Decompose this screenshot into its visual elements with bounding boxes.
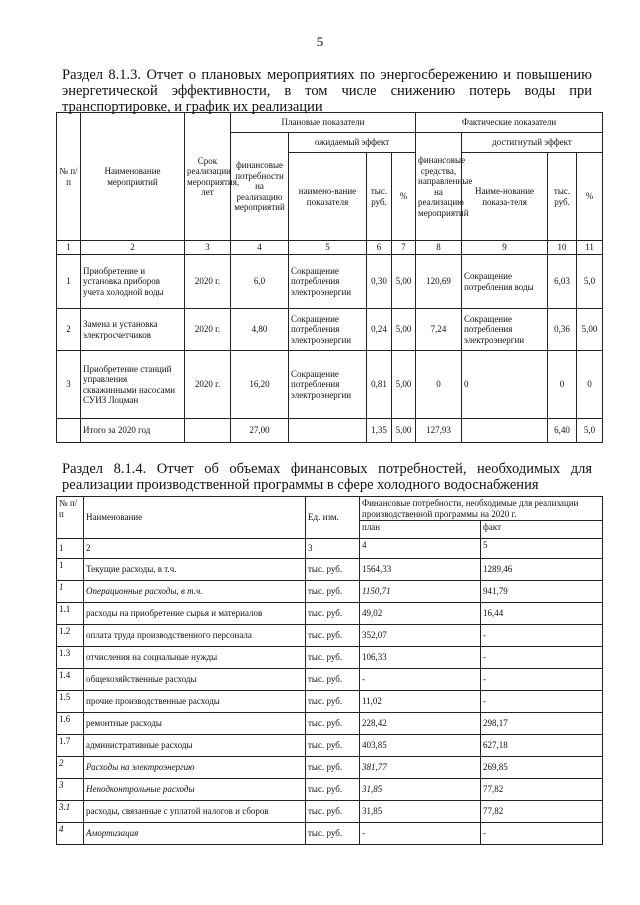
cell: тыс. руб. — [306, 625, 360, 647]
cell: тыс. руб. — [306, 647, 360, 669]
cell: тыс. руб. — [306, 559, 360, 581]
cell: 77,82 — [481, 801, 603, 823]
cell: 3 — [57, 351, 81, 419]
cell: 1 — [57, 559, 84, 581]
total-row — [57, 419, 603, 443]
cell: общехозяйственные расходы — [84, 669, 306, 691]
cell: расходы, связанные с уплатой налогов и сборов — [84, 801, 306, 823]
col-num: 8 — [416, 241, 462, 255]
cell: тыс. руб. — [306, 603, 360, 625]
header-ach-pct: % — [577, 153, 603, 241]
table-row — [57, 603, 603, 625]
header-fin-fact: финансовые средства, направленные на реализацию мероприятий — [416, 133, 462, 241]
cell: Сокращение потребления электроэнергии — [289, 309, 367, 351]
cell: тыс. руб. — [306, 581, 360, 603]
cell: Итого за 2020 год — [81, 419, 185, 443]
cell: 228,42 — [360, 713, 481, 735]
table-row — [57, 757, 603, 779]
cell: 5,00 — [577, 309, 603, 351]
cell: тыс. руб. — [306, 801, 360, 823]
cell: 1.1 — [57, 603, 84, 625]
cell: 2 — [57, 309, 81, 351]
header-exp-pct: % — [392, 153, 416, 241]
cell: 7,24 — [416, 309, 462, 351]
cell: 1.2 — [57, 625, 84, 647]
col-num: 6 — [367, 241, 392, 255]
cell: административные расходы — [84, 735, 306, 757]
header-ach-indicator: Наиме-нование показа-теля — [462, 153, 548, 241]
col-num: 3 — [306, 539, 360, 559]
page-number: 5 — [316, 34, 324, 49]
column-number-row — [57, 241, 603, 255]
cell: 627,18 — [481, 735, 603, 757]
table-row — [57, 559, 603, 581]
cell: Операционные расходы, в т.ч. — [84, 581, 306, 603]
cell — [462, 419, 548, 443]
cell: 4 — [57, 823, 84, 845]
header-unit: Ед. изм. — [306, 497, 360, 539]
cell: 0 — [416, 351, 462, 419]
cell: - — [481, 625, 603, 647]
table-row — [57, 309, 603, 351]
cell: 0,36 — [548, 309, 577, 351]
cell: 6,03 — [548, 255, 577, 309]
cell: 31,85 — [360, 801, 481, 823]
header-exp-indicator: наимено-вание показателя — [289, 153, 367, 241]
cell: 1150,71 — [360, 581, 481, 603]
cell: Приобретение и установка приборов учета холодной воды — [81, 255, 185, 309]
header-name: Наименование — [84, 497, 306, 539]
table-row — [57, 647, 603, 669]
cell: 941,79 — [481, 581, 603, 603]
col-num: 2 — [84, 539, 306, 559]
cell: Амортизация — [84, 823, 306, 845]
cell: 0,30 — [367, 255, 392, 309]
cell: Неподконтрольные расходы — [84, 779, 306, 801]
cell: 269,85 — [481, 757, 603, 779]
cell: Расходы на электроэнергию — [84, 757, 306, 779]
cell: Замена и установка электросчетчиков — [81, 309, 185, 351]
cell: 4,80 — [231, 309, 289, 351]
table-row — [57, 713, 603, 735]
cell: прочие производственные расходы — [84, 691, 306, 713]
cell: 77,82 — [481, 779, 603, 801]
cell: - — [481, 669, 603, 691]
cell — [289, 419, 367, 443]
cell: 5,0 — [577, 419, 603, 443]
header-name: Наименование мероприятий — [81, 113, 185, 241]
cell: 5,00 — [392, 419, 416, 443]
cell: 11,02 — [360, 691, 481, 713]
energy-saving-table — [56, 112, 603, 443]
cell: 120,69 — [416, 255, 462, 309]
cell: 6,40 — [548, 419, 577, 443]
col-num: 10 — [548, 241, 577, 255]
table-row — [57, 351, 603, 419]
cell — [185, 419, 231, 443]
cell: Сокращение потребления электроэнергии — [462, 309, 548, 351]
cell: расходы на приобретение сырья и материалов — [84, 603, 306, 625]
cell: 27,00 — [231, 419, 289, 443]
header-fin-plan: финансовые потребности на реализацию мероприятий — [231, 133, 289, 241]
table-row — [57, 669, 603, 691]
cell: тыс. руб. — [306, 691, 360, 713]
col-num: 4 — [360, 539, 481, 559]
col-num: 7 — [392, 241, 416, 255]
cell: ремонтные расходы — [84, 713, 306, 735]
cell: 6,0 — [231, 255, 289, 309]
col-num: 11 — [577, 241, 603, 255]
financial-needs-table — [56, 496, 603, 845]
header-exp-trub: тыс. руб. — [367, 153, 392, 241]
header-achieved-effect: достигнутый эффект — [462, 133, 603, 153]
table-row — [57, 779, 603, 801]
cell: тыс. руб. — [306, 713, 360, 735]
col-num: 5 — [289, 241, 367, 255]
header-ach-trub: тыс. руб. — [548, 153, 577, 241]
cell: тыс. руб. — [306, 757, 360, 779]
cell: 1 — [57, 255, 81, 309]
cell: 31,85 — [360, 779, 481, 801]
cell: - — [360, 669, 481, 691]
cell: тыс. руб. — [306, 735, 360, 757]
col-num: 2 — [81, 241, 185, 255]
header-fin-needs: Финансовые потребности, необходимые для реализации производственной программы на 2020 г. — [360, 497, 603, 521]
cell: 5,00 — [392, 255, 416, 309]
cell: 1.3 — [57, 647, 84, 669]
section-8-1-3-heading: Раздел 8.1.3. Отчет о плановых мероприятиях по энергосбережению и повышению энергетической эффективности, в том числе снижению потерь воды при транспортировке, и график их реализации — [62, 67, 592, 115]
cell: - — [360, 823, 481, 845]
col-num: 4 — [231, 241, 289, 255]
header-plan: план — [360, 521, 481, 539]
col-num: 1 — [57, 241, 81, 255]
cell: 0,24 — [367, 309, 392, 351]
table-row — [57, 255, 603, 309]
cell: 16,44 — [481, 603, 603, 625]
col-num: 3 — [185, 241, 231, 255]
cell: 298,17 — [481, 713, 603, 735]
cell: 1 — [57, 581, 84, 603]
cell: 0 — [577, 351, 603, 419]
cell: 127,93 — [416, 419, 462, 443]
cell: 1.7 — [57, 735, 84, 757]
header-fact: факт — [481, 521, 603, 539]
cell: 5,00 — [392, 351, 416, 419]
cell: 1.4 — [57, 669, 84, 691]
cell: - — [481, 647, 603, 669]
cell — [57, 419, 81, 443]
col-num: 1 — [57, 539, 84, 559]
cell: Текущие расходы, в т.ч. — [84, 559, 306, 581]
cell: 1,35 — [367, 419, 392, 443]
table-row — [57, 823, 603, 845]
cell: 0,81 — [367, 351, 392, 419]
cell: Сокращение потребления электроэнергии — [289, 255, 367, 309]
cell: 16,20 — [231, 351, 289, 419]
cell: 352,07 — [360, 625, 481, 647]
table-row — [57, 691, 603, 713]
table-row — [57, 801, 603, 823]
header-term: Срок реализации мероприятия, лет — [185, 113, 231, 241]
cell: 106,33 — [360, 647, 481, 669]
header-fact: Фактические показатели — [416, 113, 603, 133]
cell: 2020 г. — [185, 255, 231, 309]
cell: Сокращение потребления воды — [462, 255, 548, 309]
cell: тыс. руб. — [306, 779, 360, 801]
cell: 5,0 — [577, 255, 603, 309]
cell: 1564,33 — [360, 559, 481, 581]
section-8-1-4-heading: Раздел 8.1.4. Отчет об объемах финансовых потребностей, необходимых для реализации производственной программы в сфере холодного водоснабжения — [62, 461, 592, 493]
col-num: 5 — [481, 539, 603, 559]
cell: 0 — [548, 351, 577, 419]
cell: 381,77 — [360, 757, 481, 779]
header-no: № п/п — [57, 113, 81, 241]
cell: 2 — [57, 757, 84, 779]
table-row — [57, 625, 603, 647]
cell: - — [481, 691, 603, 713]
cell: 3.1 — [57, 801, 84, 823]
cell: 403,85 — [360, 735, 481, 757]
cell: тыс. руб. — [306, 823, 360, 845]
cell: отчисления на социальные нужды — [84, 647, 306, 669]
cell: Сокращение потребления электроэнергии — [289, 351, 367, 419]
cell: 5,00 — [392, 309, 416, 351]
table-row — [57, 581, 603, 603]
cell: 1.5 — [57, 691, 84, 713]
cell: Приобретение станций управления скважинными насосами СУИЗ Лоцман — [81, 351, 185, 419]
header-plan: Плановые показатели — [231, 113, 416, 133]
cell: 3 — [57, 779, 84, 801]
cell: 49,02 — [360, 603, 481, 625]
cell: 0 — [462, 351, 548, 419]
cell: 1289,46 — [481, 559, 603, 581]
header-no: № п/п — [57, 497, 84, 539]
col-num: 9 — [462, 241, 548, 255]
table-row — [57, 735, 603, 757]
cell: тыс. руб. — [306, 669, 360, 691]
cell: оплата труда производственного персонала — [84, 625, 306, 647]
cell: 1.6 — [57, 713, 84, 735]
cell: 2020 г. — [185, 309, 231, 351]
cell: - — [481, 823, 603, 845]
column-number-row — [57, 539, 603, 559]
cell: 2020 г. — [185, 351, 231, 419]
header-expected-effect: ожидаемый эффект — [289, 133, 416, 153]
